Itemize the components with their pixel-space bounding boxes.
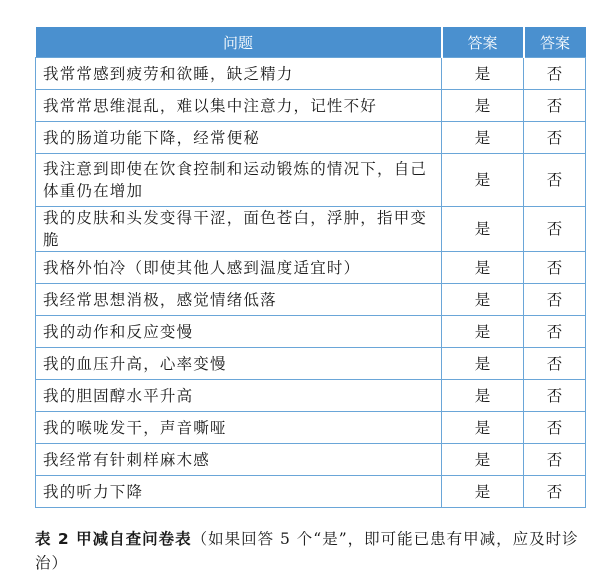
table-row [36, 348, 586, 380]
questionnaire-sheet [35, 27, 585, 508]
question-cell: 我注意到即使在饮食控制和运动锻炼的情况下，自己体重仍在增加 [36, 154, 442, 207]
answer-no-cell[interactable]: 否 [524, 284, 586, 316]
answer-no-cell[interactable]: 否 [524, 412, 586, 444]
question-cell: 我的胆固醇水平升高 [36, 380, 442, 412]
answer-no-cell[interactable]: 否 [524, 316, 586, 348]
answer-no-cell[interactable]: 否 [524, 476, 586, 508]
answer-no-cell[interactable]: 否 [524, 58, 586, 90]
answer-no-cell[interactable]: 否 [524, 380, 586, 412]
header-row [36, 27, 586, 58]
answer-no-cell[interactable]: 否 [524, 122, 586, 154]
caption-label: 表 2 甲减自查问卷表 [35, 530, 192, 548]
answer-yes-cell[interactable]: 是 [442, 58, 524, 90]
table-row [36, 476, 586, 508]
table-caption [35, 527, 595, 575]
table-row [36, 122, 586, 154]
table-row [36, 284, 586, 316]
answer-no-cell[interactable]: 否 [524, 348, 586, 380]
question-cell: 我常常感到疲劳和欲睡，缺乏精力 [36, 58, 442, 90]
question-cell: 我的血压升高，心率变慢 [36, 348, 442, 380]
question-cell: 我的喉咙发干，声音嘶哑 [36, 412, 442, 444]
question-cell: 我的皮肤和头发变得干涩，面色苍白，浮肿，指甲变脆 [36, 207, 442, 252]
answer-no-cell[interactable]: 否 [524, 444, 586, 476]
answer-yes-cell[interactable]: 是 [442, 284, 524, 316]
answer-yes-cell[interactable]: 是 [442, 476, 524, 508]
answer-no-cell[interactable]: 否 [524, 154, 586, 207]
table-row [36, 380, 586, 412]
answer-yes-cell[interactable]: 是 [442, 90, 524, 122]
answer-yes-cell[interactable]: 是 [442, 207, 524, 252]
question-cell: 我格外怕冷（即使其他人感到温度适宜时） [36, 252, 442, 284]
answer-no-cell[interactable]: 否 [524, 90, 586, 122]
answer-yes-cell[interactable]: 是 [442, 380, 524, 412]
table-row [36, 90, 586, 122]
table-row [36, 412, 586, 444]
questionnaire-table [35, 27, 586, 508]
header-question: 问题 [36, 27, 442, 58]
answer-yes-cell[interactable]: 是 [442, 316, 524, 348]
answer-no-cell[interactable]: 否 [524, 207, 586, 252]
question-cell: 我经常有针刺样麻木感 [36, 444, 442, 476]
answer-yes-cell[interactable]: 是 [442, 348, 524, 380]
answer-yes-cell[interactable]: 是 [442, 122, 524, 154]
answer-no-cell[interactable]: 否 [524, 252, 586, 284]
table-row [36, 252, 586, 284]
question-cell: 我的肠道功能下降，经常便秘 [36, 122, 442, 154]
caption-note: （如果回答 5 个“是”，即可能已患有甲减，应及时诊治） [35, 530, 579, 572]
table-row [36, 207, 586, 252]
header-answer-no: 答案 [524, 27, 586, 58]
header-answer-yes: 答案 [442, 27, 524, 58]
answer-yes-cell[interactable]: 是 [442, 444, 524, 476]
question-cell: 我的听力下降 [36, 476, 442, 508]
answer-yes-cell[interactable]: 是 [442, 252, 524, 284]
table-row [36, 58, 586, 90]
table-row [36, 444, 586, 476]
answer-yes-cell[interactable]: 是 [442, 412, 524, 444]
question-cell: 我的动作和反应变慢 [36, 316, 442, 348]
table-row [36, 154, 586, 207]
question-cell: 我经常思想消极，感觉情绪低落 [36, 284, 442, 316]
answer-yes-cell[interactable]: 是 [442, 154, 524, 207]
table-row [36, 316, 586, 348]
question-cell: 我常常思维混乱，难以集中注意力，记性不好 [36, 90, 442, 122]
